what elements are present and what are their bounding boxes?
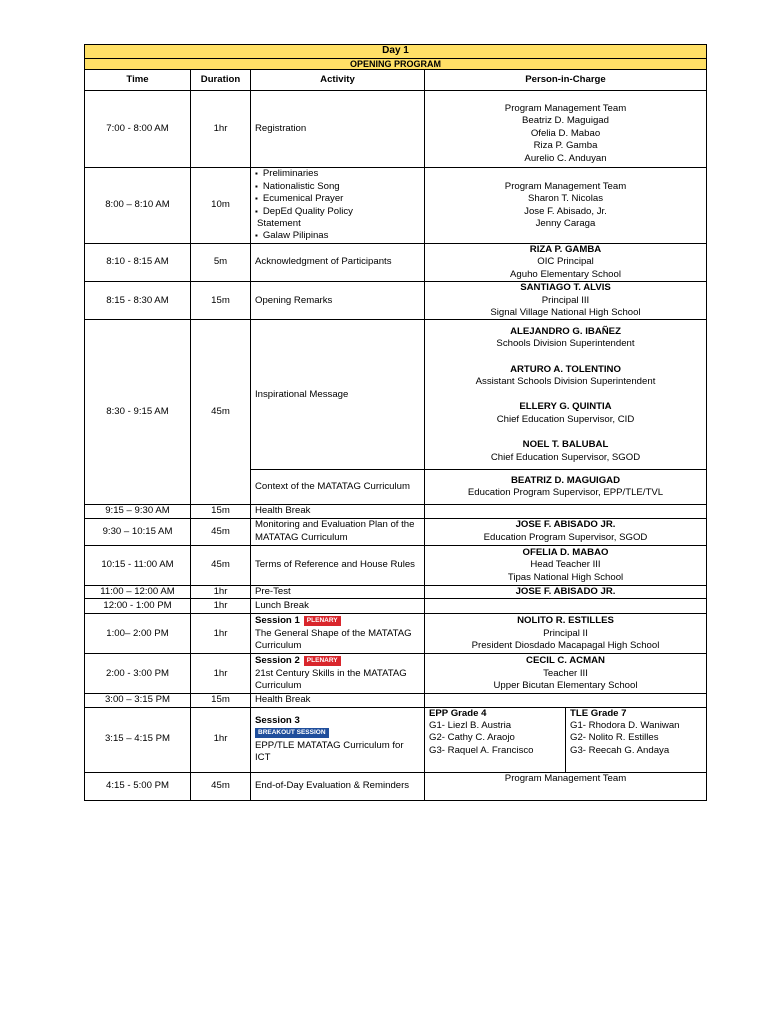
duration-cell: 1hr bbox=[191, 599, 251, 614]
list-item-continuation: Statement bbox=[257, 217, 301, 229]
time-cell: 11:00 – 12:00 AM bbox=[85, 585, 191, 598]
table-row bbox=[85, 244, 707, 282]
person-cell: Program Management Team Beatriz D. Maguigad Ofelia D. Mabao Riza P. Gamba Aurelio C. Anduyan bbox=[425, 91, 707, 168]
duration-cell: 1hr bbox=[191, 585, 251, 598]
person-cell bbox=[425, 599, 707, 614]
day-title: Day 1 bbox=[85, 45, 707, 59]
session-label: Session 1 bbox=[255, 615, 300, 627]
plenary-badge: PLENARY bbox=[304, 656, 341, 666]
duration-cell: 15m bbox=[191, 282, 251, 320]
duration-cell: 15m bbox=[191, 505, 251, 518]
table-row bbox=[85, 694, 707, 707]
time-cell: 1:00– 2:00 PM bbox=[85, 614, 191, 654]
duration-cell: 1hr bbox=[191, 654, 251, 694]
program-subtitle: OPENING PROGRAM bbox=[85, 59, 707, 70]
list-item: ▪ Galaw Pilipinas bbox=[255, 230, 420, 242]
duration-cell: 1hr bbox=[191, 707, 251, 772]
time-cell: 9:15 – 9:30 AM bbox=[85, 505, 191, 518]
activity-cell: End-of-Day Evaluation & Reminders bbox=[251, 772, 425, 800]
person-cell: JOSE F. ABISADO JR. bbox=[425, 585, 707, 598]
table-row bbox=[85, 168, 707, 244]
table-row bbox=[85, 772, 707, 800]
group-epp: EPP Grade 4 G1- Liezl B. Austria G2- Cathy C. Araojo G3- Raquel A. Francisco bbox=[425, 708, 566, 772]
time-cell: 3:00 – 3:15 PM bbox=[85, 694, 191, 707]
list-item: ▪ Ecumenical Prayer bbox=[255, 193, 420, 205]
duration-cell: 1hr bbox=[191, 91, 251, 168]
schedule-table bbox=[84, 44, 707, 801]
activity-cell: Monitoring and Evaluation Plan of the MATATAG Curriculum bbox=[251, 518, 425, 545]
activity-cell: Inspirational Message bbox=[251, 320, 425, 470]
person-cell: ALEJANDRO G. IBAÑEZ Schools Division Superintendent ARTURO A. TOLENTINO Assistant Schools Division Superintendent ELLERY G. QUINTIA Chief Education Supervisor, CID NOEL T. BALUBAL Chief Education Supervisor, SGOD bbox=[425, 320, 707, 470]
time-cell: 4:15 - 5:00 PM bbox=[85, 772, 191, 800]
list-item: ▪ DepEd Quality Policy bbox=[255, 206, 420, 218]
person-cell bbox=[425, 707, 707, 772]
table-row bbox=[85, 505, 707, 518]
person-cell bbox=[425, 694, 707, 707]
table-row bbox=[85, 91, 707, 168]
header-person: Person-in-Charge bbox=[425, 70, 707, 91]
person-cell: OFELIA D. MABAO Head Teacher III Tipas National High School bbox=[425, 545, 707, 585]
duration-cell: 15m bbox=[191, 694, 251, 707]
session-label: Session 3 bbox=[255, 714, 300, 726]
session-label: Session 2 bbox=[255, 655, 300, 667]
time-cell: 3:15 – 4:15 PM bbox=[85, 707, 191, 772]
activity-cell: Pre-Test bbox=[251, 585, 425, 598]
table-row bbox=[85, 585, 707, 598]
table-row bbox=[85, 707, 707, 772]
person-cell: BEATRIZ D. MAGUIGAD Education Program Supervisor, EPP/TLE/TVL bbox=[425, 470, 707, 505]
table-row bbox=[85, 654, 707, 694]
header-time: Time bbox=[85, 70, 191, 91]
activity-cell: Health Break bbox=[251, 505, 425, 518]
time-cell: 8:10 - 8:15 AM bbox=[85, 244, 191, 282]
person-cell bbox=[425, 505, 707, 518]
time-cell: 12:00 - 1:00 PM bbox=[85, 599, 191, 614]
table-row bbox=[85, 320, 707, 470]
table-row bbox=[85, 518, 707, 545]
activity-cell bbox=[251, 654, 425, 694]
person-cell: SANTIAGO T. ALVIS Principal III Signal Village National High School bbox=[425, 282, 707, 320]
list-item: ▪ Preliminaries bbox=[255, 168, 420, 180]
time-cell: 8:00 – 8:10 AM bbox=[85, 168, 191, 244]
activity-cell: Registration bbox=[251, 91, 425, 168]
time-cell: 8:30 - 9:15 AM bbox=[85, 320, 191, 505]
session-title: 21st Century Skills in the MATATAG Curriculum bbox=[255, 667, 407, 691]
time-cell: 8:15 - 8:30 AM bbox=[85, 282, 191, 320]
duration-cell: 45m bbox=[191, 772, 251, 800]
session-title: The General Shape of the MATATAG Curriculum bbox=[255, 627, 412, 651]
session-title: EPP/TLE MATATAG Curriculum for ICT bbox=[255, 739, 404, 764]
duration-cell: 5m bbox=[191, 244, 251, 282]
time-cell: 7:00 - 8:00 AM bbox=[85, 91, 191, 168]
person-cell: CECIL C. ACMAN Teacher III Upper Bicutan Elementary School bbox=[425, 654, 707, 694]
duration-cell: 45m bbox=[191, 320, 251, 505]
time-cell: 10:15 - 11:00 AM bbox=[85, 545, 191, 585]
duration-cell: 1hr bbox=[191, 614, 251, 654]
breakout-badge: BREAKOUT SESSION bbox=[255, 728, 329, 738]
activity-cell: Acknowledgment of Participants bbox=[251, 244, 425, 282]
person-cell: Program Management Team Sharon T. Nicolas Jose F. Abisado, Jr. Jenny Caraga bbox=[425, 168, 707, 244]
duration-cell: 10m bbox=[191, 168, 251, 244]
header-activity: Activity bbox=[251, 70, 425, 91]
time-cell: 9:30 – 10:15 AM bbox=[85, 518, 191, 545]
activity-cell bbox=[251, 614, 425, 654]
activity-cell: Context of the MATATAG Curriculum bbox=[251, 470, 425, 505]
table-row bbox=[85, 282, 707, 320]
activity-cell: Lunch Break bbox=[251, 599, 425, 614]
person-cell: JOSE F. ABISADO JR. Education Program Supervisor, SGOD bbox=[425, 518, 707, 545]
list-item: ▪ Nationalistic Song bbox=[255, 181, 420, 193]
activity-cell: Terms of Reference and House Rules bbox=[251, 545, 425, 585]
table-row bbox=[85, 614, 707, 654]
activity-cell: Opening Remarks bbox=[251, 282, 425, 320]
time-cell: 2:00 - 3:00 PM bbox=[85, 654, 191, 694]
person-cell: Program Management Team bbox=[425, 772, 707, 800]
table-row bbox=[85, 599, 707, 614]
duration-cell: 45m bbox=[191, 545, 251, 585]
table-row bbox=[85, 545, 707, 585]
header-duration: Duration bbox=[191, 70, 251, 91]
plenary-badge: PLENARY bbox=[304, 616, 341, 626]
activity-cell bbox=[251, 707, 425, 772]
activity-cell bbox=[251, 168, 425, 244]
activity-cell: Health Break bbox=[251, 694, 425, 707]
person-cell: RIZA P. GAMBA OIC Principal Aguho Elementary School bbox=[425, 244, 707, 282]
duration-cell: 45m bbox=[191, 518, 251, 545]
person-cell: NOLITO R. ESTILLES Principal II President Diosdado Macapagal High School bbox=[425, 614, 707, 654]
group-tle: TLE Grade 7 G1- Rhodora D. Waniwan G2- Nolito R. Estilles G3- Reecah G. Andaya bbox=[570, 707, 680, 756]
